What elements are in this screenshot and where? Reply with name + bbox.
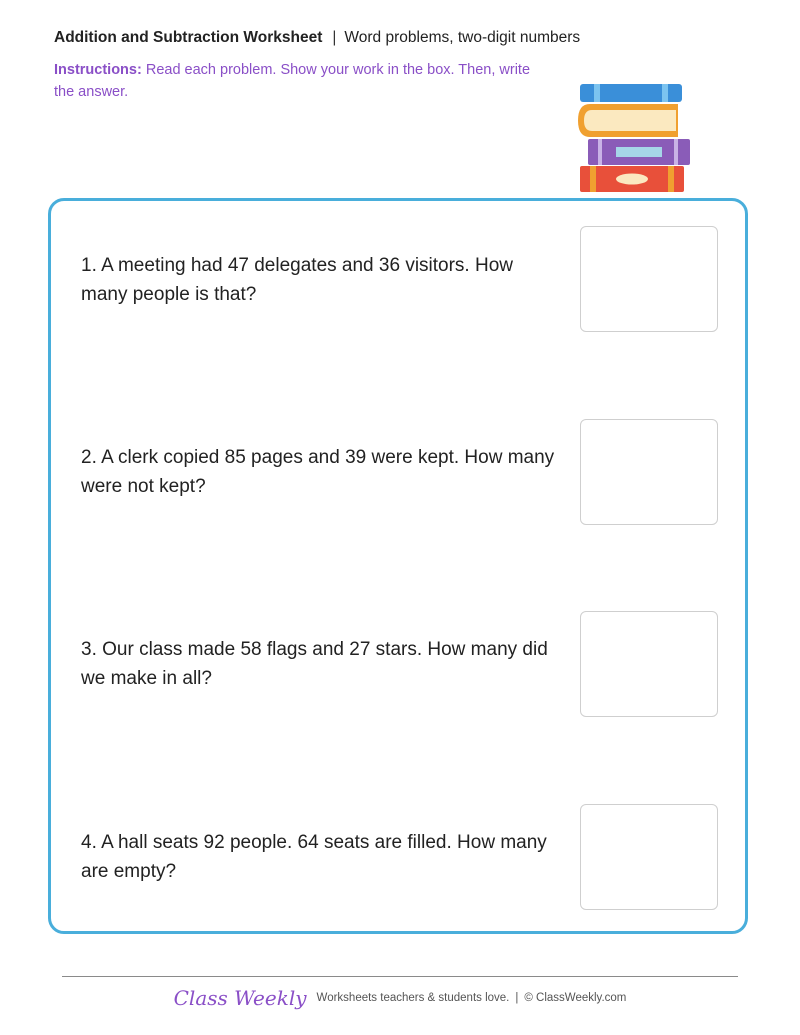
worksheet-title: Addition and Subtraction Worksheet bbox=[54, 29, 323, 46]
header-separator: | bbox=[332, 29, 337, 46]
footer bbox=[0, 986, 800, 1010]
footer-divider bbox=[62, 976, 738, 977]
instructions-text: Read each problem. Show your work in the box. Then, write the answer. bbox=[54, 62, 531, 100]
stack-of-books-icon bbox=[576, 80, 696, 196]
problem-4: 4. A hall seats 92 people. 64 seats are filled. How many are empty? bbox=[81, 832, 547, 882]
instructions bbox=[54, 59, 544, 103]
problem-3: 3. Our class made 58 flags and 27 stars. How many did we make in all? bbox=[81, 639, 548, 689]
footer-copyright: © ClassWeekly.com bbox=[524, 992, 627, 1004]
answer-box-1[interactable] bbox=[580, 226, 718, 332]
answer-box-4[interactable] bbox=[580, 804, 718, 910]
answer-box-2[interactable] bbox=[580, 419, 718, 525]
worksheet-header bbox=[54, 28, 580, 48]
problem-1: 1. A meeting had 47 delegates and 36 visitors. How many people is that? bbox=[81, 255, 513, 305]
footer-tagline: Worksheets teachers & students love. bbox=[316, 992, 510, 1004]
instructions-label: Instructions: bbox=[54, 62, 142, 78]
worksheet-subtitle: Word problems, two-digit numbers bbox=[344, 29, 581, 46]
class-weekly-logo: Class Weekly bbox=[173, 986, 307, 1010]
answer-box-3[interactable] bbox=[580, 611, 718, 717]
footer-separator: | bbox=[515, 992, 519, 1004]
problem-2: 2. A clerk copied 85 pages and 39 were kept. How many were not kept? bbox=[81, 447, 555, 497]
